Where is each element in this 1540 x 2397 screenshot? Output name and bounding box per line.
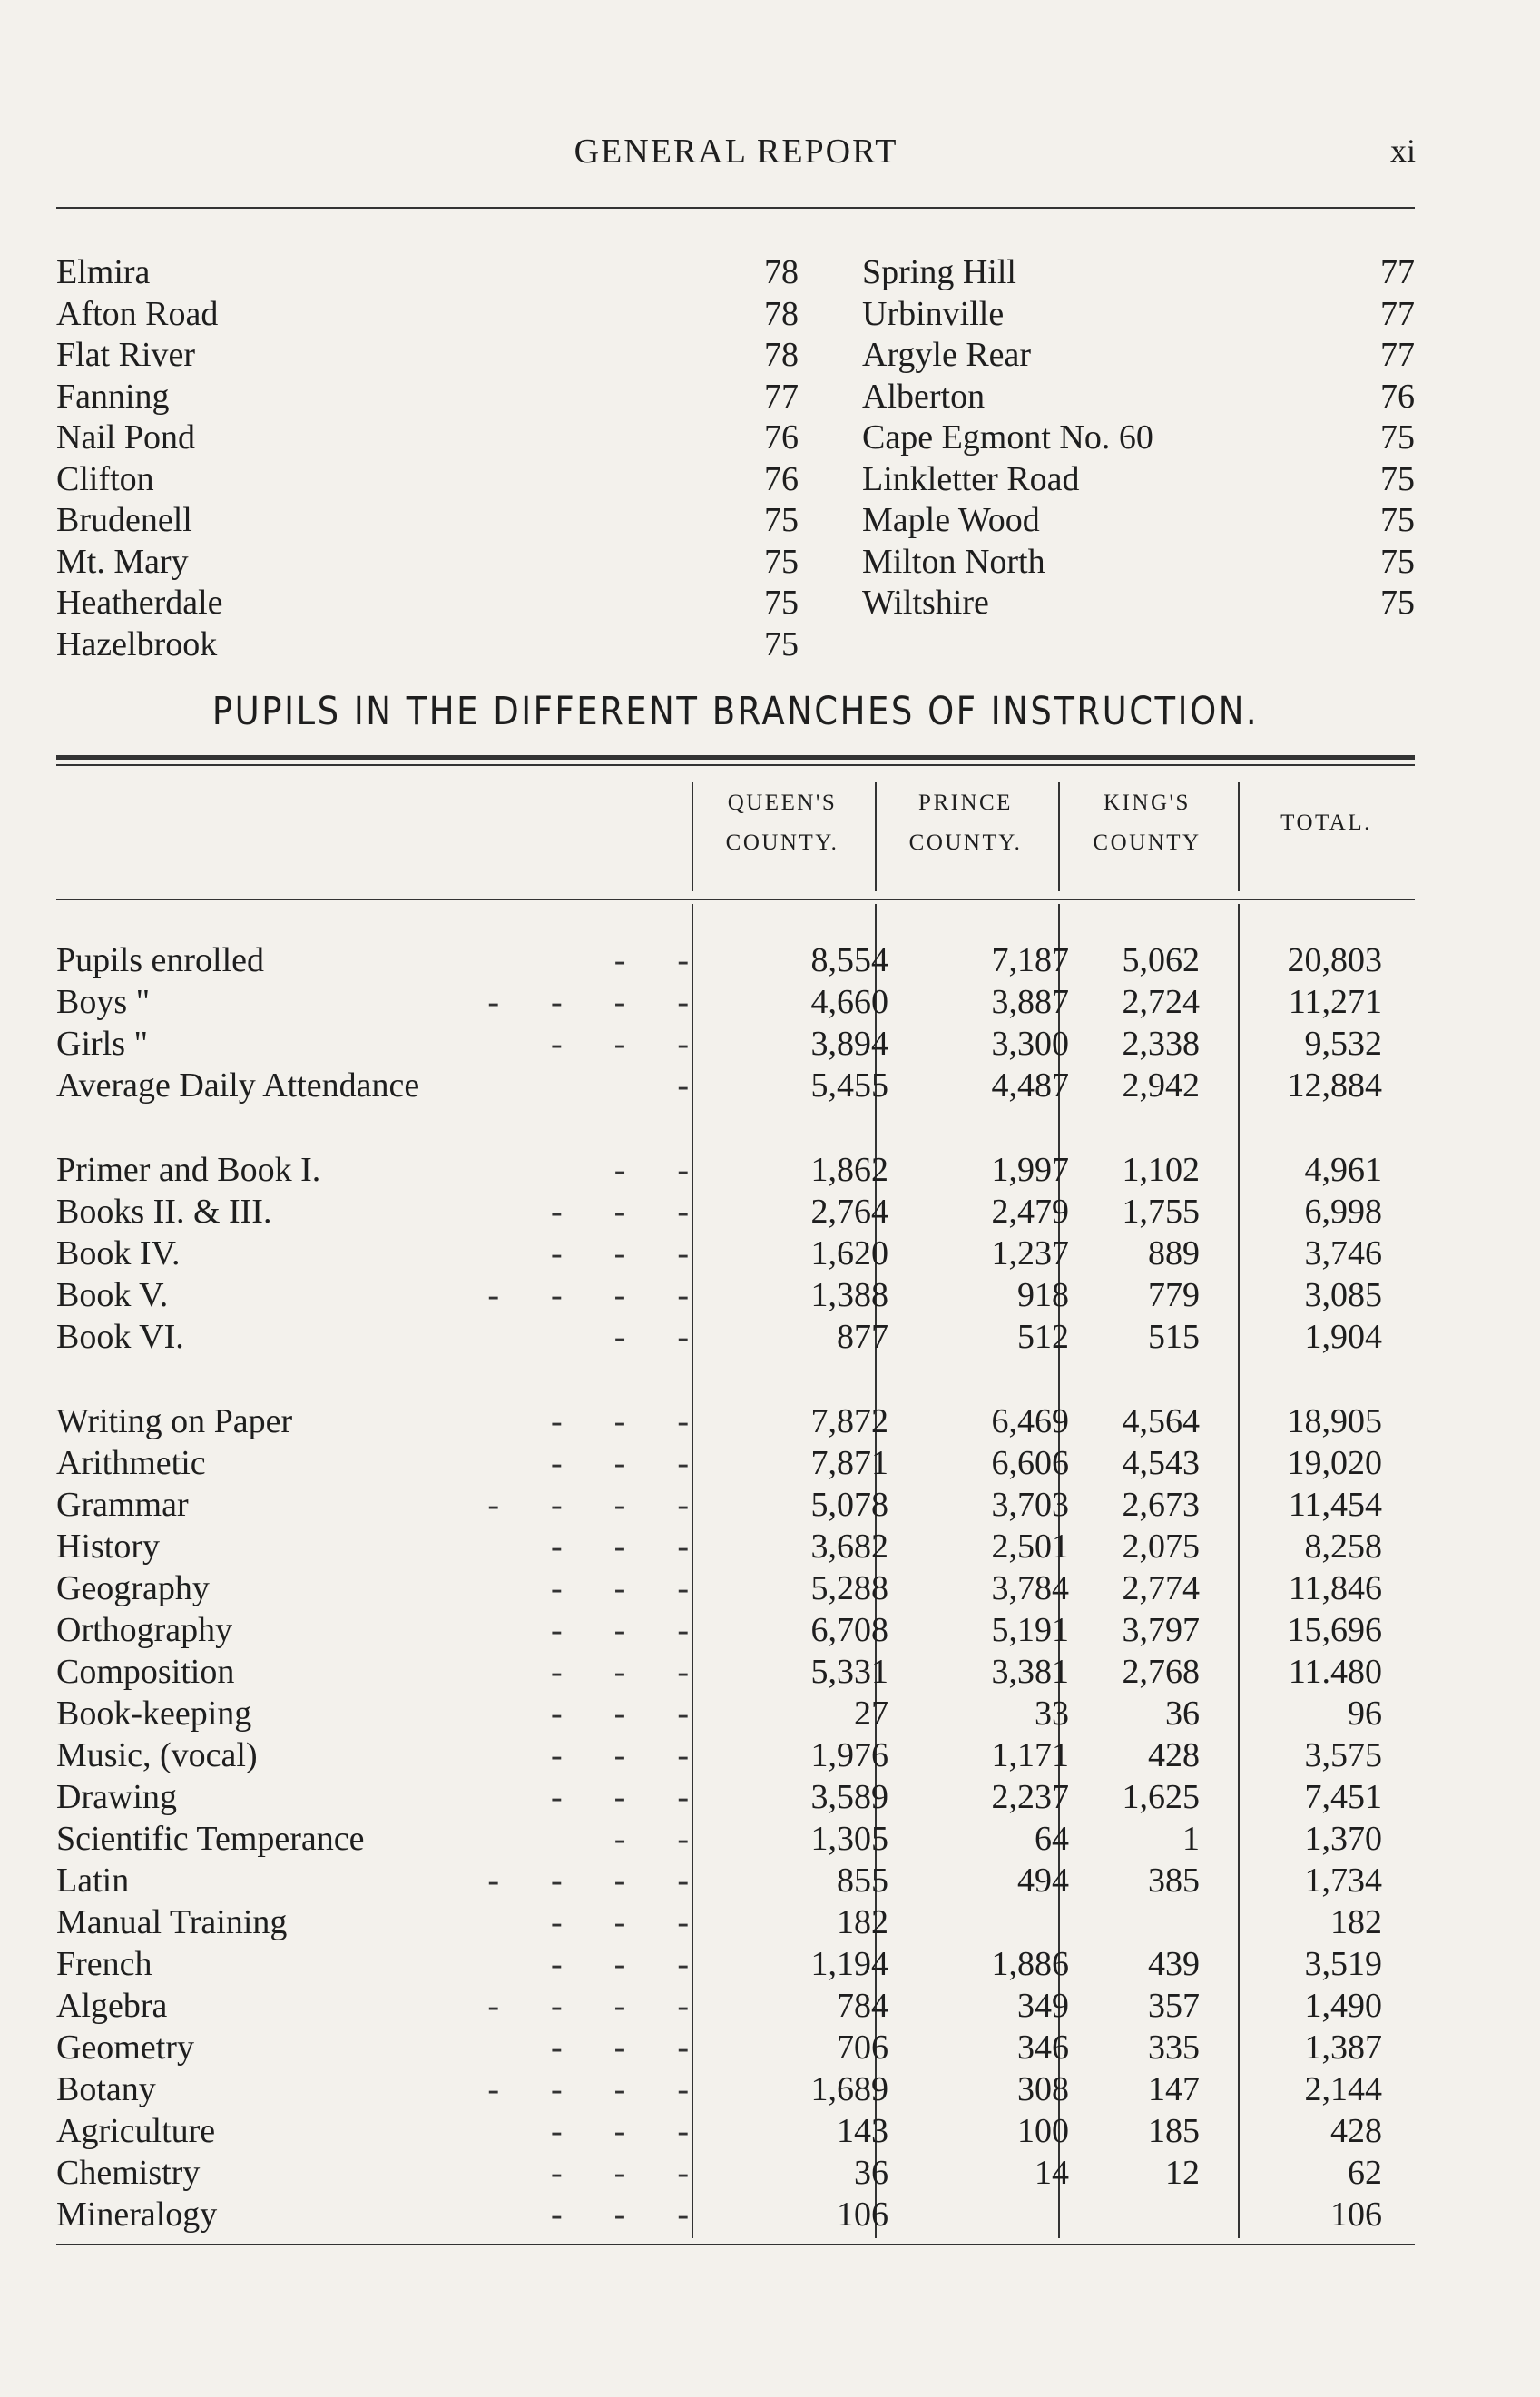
school-row [56,377,1415,418]
table-cell: 2,768 [1122,1653,1200,1691]
table-cell: 4,564 [1122,1402,1200,1440]
table-cell: 1,305 [810,1820,888,1858]
row-label: Scientific Temperance [56,1820,365,1858]
school-score: 75 [1380,542,1415,581]
table-cell: 6,708 [810,1611,888,1649]
table-cell: 512 [1017,1318,1069,1356]
table-cell: 2,673 [1122,1486,1200,1524]
table-cell: 779 [1148,1276,1200,1314]
table-row [56,1901,1415,1943]
table-cell: 2,479 [991,1193,1069,1231]
table-cell: 11,271 [1288,983,1382,1021]
leader-dashes: - - [613,1820,689,1858]
school-row [56,583,1415,624]
school-score: 78 [764,294,799,333]
school-score: 76 [764,418,799,457]
table-cell: 855 [837,1862,888,1900]
row-label: Book-keeping [56,1695,252,1733]
table-cell: 1,862 [810,1151,888,1189]
table-cell: 7,451 [1304,1778,1382,1816]
leader-dashes: - - - - [487,2070,689,2108]
table-cell: 33 [1035,1695,1069,1733]
column-header-line: QUEEN'S [727,791,838,815]
table-cell: 3,797 [1122,1611,1200,1649]
column-header-total [1238,803,1415,843]
table-row [56,2027,1415,2068]
table-row [56,1943,1415,1985]
table-bottom-rule [56,2244,1415,2245]
table-cell: 12,884 [1287,1066,1382,1105]
header-bottom-rule [56,899,1415,900]
leader-dashes: - - [613,1318,689,1356]
table-cell: 2,764 [810,1193,888,1231]
column-header-kings [1058,783,1236,863]
table-cell: 1,387 [1304,2029,1382,2067]
school-name: Nail Pond [56,418,196,457]
leader-dashes: - - - - [487,1862,689,1900]
table-cell: 2,501 [991,1528,1069,1566]
leader-dashes: - - - [551,2112,689,2150]
table-row [56,1065,1415,1106]
column-header-line: PRINCE [918,791,1013,815]
column-header-line: TOTAL. [1280,810,1372,835]
row-label: Composition [56,1653,235,1691]
table-cell: 428 [1148,1736,1200,1774]
school-name: Hazelbrook [56,624,218,663]
table-cell: 3,887 [991,983,1069,1021]
table-cell: 784 [837,1987,888,2025]
table-cell: 8,554 [810,941,888,979]
column-header-queens [692,783,873,863]
table-cell: 335 [1148,2029,1200,2067]
table-cell: 1,904 [1304,1318,1382,1356]
school-row [56,459,1415,501]
school-name: Elmira [56,253,151,291]
school-name: Fanning [56,377,170,416]
leader-dashes: - - - [551,1736,689,1774]
leader-dashes: - - - - [487,1486,689,1524]
school-name: Linkletter Road [862,459,1080,498]
table-cell: 8,258 [1304,1528,1382,1566]
table-cell: 3,300 [991,1025,1069,1063]
school-row [56,500,1415,542]
school-score: 75 [764,584,799,622]
row-label: Chemistry [56,2154,201,2192]
row-label: Girls " [56,1025,149,1063]
instruction-table-body [56,939,1415,2235]
row-label: Geography [56,1569,210,1607]
school-row [56,252,1415,294]
school-score: 75 [1380,584,1415,622]
table-row [56,2194,1415,2235]
school-score: 78 [764,336,799,374]
table-cell: 4,961 [1304,1151,1382,1189]
table-cell: 3,784 [991,1569,1069,1607]
school-name: Flat River [56,336,196,374]
column-header-line: COUNTY. [908,830,1023,855]
row-label: Geometry [56,2029,194,2067]
school-score: 76 [764,459,799,498]
table-cell: 147 [1148,2070,1200,2108]
table-row [56,2152,1415,2194]
table-row [56,1734,1415,1776]
row-label: Orthography [56,1611,233,1649]
row-label: Boys " [56,983,151,1021]
leader-dashes: - - - [551,2154,689,2192]
table-cell: 349 [1017,1987,1069,2025]
table-cell: 36 [1165,1695,1200,1733]
school-name: Mt. Mary [56,542,189,581]
table-cell: 7,187 [991,941,1069,979]
table-row [56,1484,1415,1526]
table-cell: 4,660 [810,983,888,1021]
table-cell: 143 [837,2112,888,2150]
leader-dashes: - - - [551,1569,689,1607]
table-cell: 1,689 [810,2070,888,2108]
table-cell: 11.480 [1288,1653,1382,1691]
table-row [56,939,1415,981]
table-row [56,1567,1415,1609]
row-label: Book VI. [56,1318,184,1356]
table-cell: 6,998 [1304,1193,1382,1231]
leader-dashes: - - - - [487,1987,689,2025]
row-label: Pupils enrolled [56,941,265,979]
school-score: 77 [1380,253,1415,291]
table-cell: 5,078 [810,1486,888,1524]
table-cell: 1,755 [1122,1193,1200,1231]
table-row [56,2110,1415,2152]
leader-dashes: - - - - [487,983,689,1021]
table-cell: 106 [837,2196,888,2234]
group-spacer [56,1358,1415,1400]
column-divider [1058,782,1060,891]
table-cell: 15,696 [1287,1611,1382,1649]
leader-dashes: - - - [551,1528,689,1566]
leader-dashes: - - - [551,2196,689,2234]
table-cell: 1,490 [1304,1987,1382,2025]
table-row [56,1651,1415,1693]
leader-dashes: - - - [551,1611,689,1649]
table-cell: 2,942 [1122,1066,1200,1105]
table-cell: 4,543 [1122,1444,1200,1482]
page-header [56,132,1416,177]
table-row [56,1860,1415,1901]
table-cell: 1,102 [1122,1151,1200,1189]
group-spacer [56,1106,1415,1149]
table-cell: 428 [1330,2112,1382,2150]
row-label: Grammar [56,1486,189,1524]
school-score: 77 [1380,336,1415,374]
school-name: Milton North [862,542,1045,581]
table-cell: 1,976 [810,1736,888,1774]
column-header-line: KING'S [1104,791,1191,815]
row-label: Music, (vocal) [56,1736,258,1774]
table-cell: 1 [1182,1820,1200,1858]
table-row [56,1274,1415,1316]
row-label: Book V. [56,1276,169,1314]
school-name: Alberton [862,377,986,416]
row-label: Agriculture [56,2112,216,2150]
table-cell: 357 [1148,1987,1200,2025]
table-row [56,1693,1415,1734]
leader-dashes: - - - [551,1444,689,1482]
table-row [56,1609,1415,1651]
table-row [56,1985,1415,2027]
table-cell: 346 [1017,2029,1069,2067]
table-cell: 4,487 [991,1066,1069,1105]
table-cell: 1,171 [991,1736,1069,1774]
leader-dashes: - - - [551,1903,689,1941]
page-title: GENERAL REPORT [574,133,898,171]
column-header-prince [875,783,1056,863]
school-row [56,542,1415,584]
table-cell: 3,085 [1304,1276,1382,1314]
table-cell: 494 [1017,1862,1069,1900]
table-cell: 3,703 [991,1486,1069,1524]
leader-dashes: - - [613,941,689,979]
table-cell: 182 [1330,1903,1382,1941]
table-row [56,1400,1415,1442]
row-label: Botany [56,2070,156,2108]
table-cell: 2,724 [1122,983,1200,1021]
table-row [56,2068,1415,2110]
leader-dashes: - - - [551,1695,689,1733]
table-cell: 96 [1348,1695,1382,1733]
table-cell: 106 [1330,2196,1382,2234]
table-cell: 62 [1348,2154,1382,2192]
leader-dashes: - - - [551,1193,689,1231]
table-cell: 7,872 [810,1402,888,1440]
table-cell: 1,997 [991,1151,1069,1189]
table-cell: 64 [1035,1820,1069,1858]
table-row [56,1233,1415,1274]
school-name: Argyle Rear [862,336,1032,374]
row-label: Average Daily Attendance [56,1066,420,1105]
leader-dashes: - [677,1066,689,1105]
table-cell: 5,331 [810,1653,888,1691]
leader-dashes: - - - [551,1025,689,1063]
table-cell: 36 [854,2154,888,2192]
school-name: Clifton [56,459,154,498]
school-name: Afton Road [56,294,219,333]
row-label: Book IV. [56,1234,181,1272]
table-cell: 3,589 [810,1778,888,1816]
table-cell: 3,575 [1304,1736,1382,1774]
school-name: Maple Wood [862,501,1040,539]
table-cell: 1,625 [1122,1778,1200,1816]
row-label: Latin [56,1862,130,1900]
leader-dashes: - - - [551,1778,689,1816]
school-name: Heatherdale [56,584,223,622]
school-name: Brudenell [56,501,192,539]
row-label: Mineralogy [56,2196,218,2234]
table-cell: 5,288 [810,1569,888,1607]
table-top-rule [56,755,1415,760]
row-label: Arithmetic [56,1444,206,1482]
table-cell: 515 [1148,1318,1200,1356]
table-cell: 1,194 [810,1945,888,1983]
table-cell: 1,388 [810,1276,888,1314]
table-cell: 20,803 [1287,941,1382,979]
table-cell: 1,620 [810,1234,888,1272]
table-row [56,1442,1415,1484]
school-score: 76 [1380,377,1415,416]
table-cell: 2,774 [1122,1569,1200,1607]
table-cell: 14 [1035,2154,1069,2192]
table-cell: 1,370 [1304,1820,1382,1858]
table-cell: 1,886 [991,1945,1069,1983]
school-row [56,294,1415,336]
table-cell: 6,606 [991,1444,1069,1482]
table-cell: 3,894 [810,1025,888,1063]
leader-dashes: - - - [551,1945,689,1983]
column-divider [692,782,693,891]
school-score: 75 [764,501,799,539]
school-row [56,335,1415,377]
school-score: 78 [764,253,799,291]
table-row [56,1023,1415,1065]
table-cell: 3,381 [991,1653,1069,1691]
table-cell: 308 [1017,2070,1069,2108]
school-score: 75 [1380,501,1415,539]
leader-dashes: - - - [551,1234,689,1272]
table-cell: 385 [1148,1862,1200,1900]
table-cell: 1,237 [991,1234,1069,1272]
table-cell: 185 [1148,2112,1200,2150]
column-header-line: COUNTY [1093,830,1202,855]
school-name: Spring Hill [862,253,1016,291]
table-cell: 877 [837,1318,888,1356]
school-score: 75 [1380,418,1415,457]
column-divider [875,782,877,891]
page-number: xi [1389,133,1416,169]
leader-dashes: - - - [551,1653,689,1691]
table-row [56,1149,1415,1191]
table-row [56,1316,1415,1358]
table-cell: 19,020 [1287,1444,1382,1482]
row-label: Primer and Book I. [56,1151,321,1189]
school-name: Cape Egmont No. 60 [862,418,1153,457]
table-cell: 3,746 [1304,1234,1382,1272]
column-header-line: COUNTY. [725,830,839,855]
school-row [56,624,1415,666]
leader-dashes: - - - [551,2029,689,2067]
table-cell: 889 [1148,1234,1200,1272]
table-cell: 7,871 [810,1444,888,1482]
school-score: 75 [764,542,799,581]
school-score: 77 [1380,294,1415,333]
row-label: Algebra [56,1987,168,2025]
table-cell: 27 [854,1695,888,1733]
header-rule [56,207,1415,209]
row-label: Manual Training [56,1903,288,1941]
table-cell: 706 [837,2029,888,2067]
table-cell: 3,519 [1304,1945,1382,1983]
school-score: 77 [764,377,799,416]
table-cell: 100 [1017,2112,1069,2150]
leader-dashes: - - - [551,1402,689,1440]
school-row [56,418,1415,459]
section-title: PUPILS IN THE DIFFERENT BRANCHES OF INSTRUCTION. [211,688,1260,734]
table-cell: 2,237 [991,1778,1069,1816]
table-cell: 11,454 [1288,1486,1382,1524]
table-cell: 5,191 [991,1611,1069,1649]
leader-dashes: - - [613,1151,689,1189]
table-cell: 6,469 [991,1402,1069,1440]
table-cell: 2,075 [1122,1528,1200,1566]
table-row [56,1191,1415,1233]
table-cell: 11,846 [1288,1569,1382,1607]
leader-dashes: - - - - [487,1276,689,1314]
column-divider [1238,782,1240,891]
row-label: Books II. & III. [56,1193,272,1231]
table-row [56,981,1415,1023]
table-cell: 2,338 [1122,1025,1200,1063]
school-scores-list [56,252,1415,665]
table-cell: 5,062 [1122,941,1200,979]
table-top-rule-thin [56,764,1415,766]
table-cell: 12 [1165,2154,1200,2192]
table-row [56,1818,1415,1860]
row-label: Writing on Paper [56,1402,293,1440]
table-cell: 5,455 [810,1066,888,1105]
table-cell: 3,682 [810,1528,888,1566]
table-cell: 9,532 [1304,1025,1382,1063]
table-cell: 2,144 [1304,2070,1382,2108]
table-cell: 918 [1017,1276,1069,1314]
table-cell: 18,905 [1287,1402,1382,1440]
table-cell: 1,734 [1304,1862,1382,1900]
school-score: 75 [764,624,799,663]
school-name: Wiltshire [862,584,989,622]
table-row [56,1776,1415,1818]
school-score: 75 [1380,459,1415,498]
row-label: History [56,1528,160,1566]
table-row [56,1526,1415,1567]
school-name: Urbinville [862,294,1005,333]
row-label: French [56,1945,152,1983]
row-label: Drawing [56,1778,177,1816]
table-cell: 439 [1148,1945,1200,1983]
table-cell: 182 [837,1903,888,1941]
